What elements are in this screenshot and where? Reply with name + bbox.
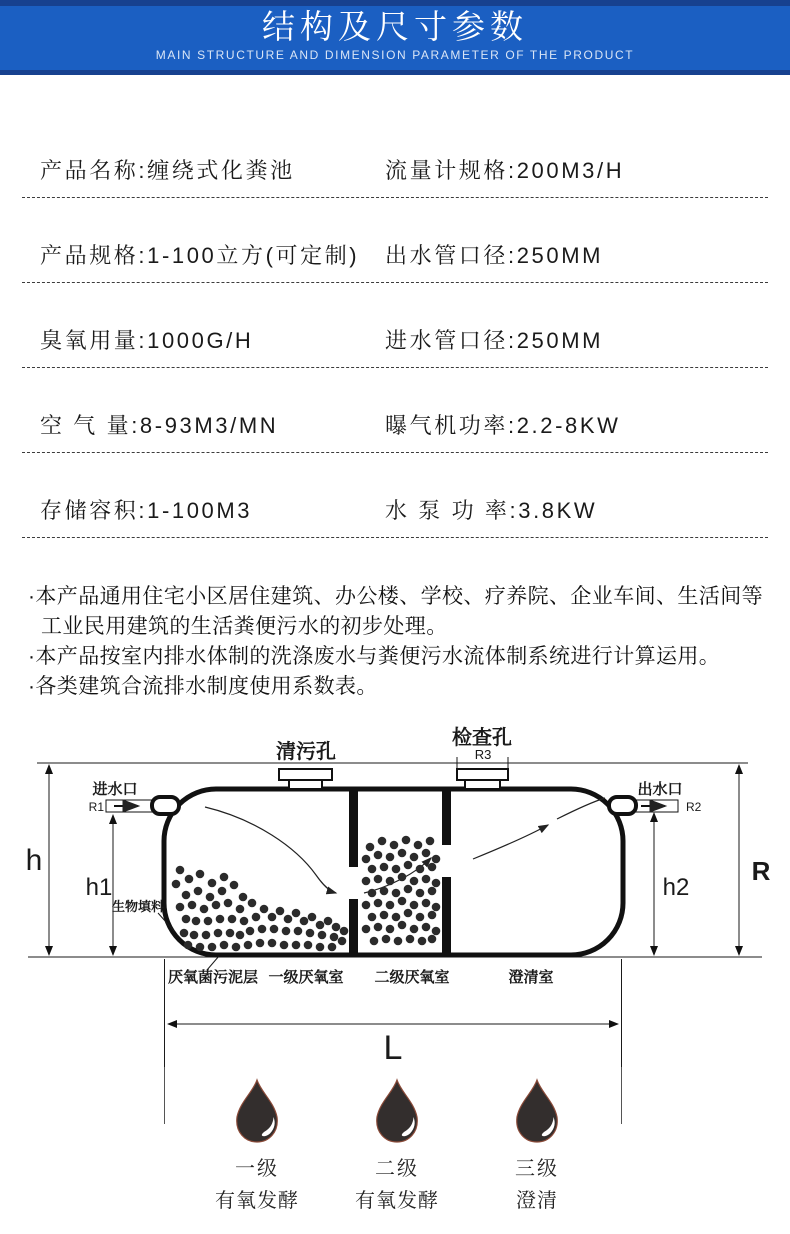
- stage-subtitle: 有氧发酵: [215, 1190, 299, 1212]
- note-item: ·本产品通用住宅小区居住建筑、办公楼、学校、疗养院、企业车间、生活间等工业民用建筑的生活粪便污水的初步处理。: [28, 585, 763, 638]
- spec-aerator-power: 曝气机功率:2.2-8KW: [385, 413, 621, 438]
- stage-item-3: [487, 1077, 587, 1213]
- water-drop-icon: [367, 1077, 427, 1145]
- stage-subtitle: 澄清: [516, 1190, 558, 1212]
- spec-air-volume: 空 气 量:8-93M3/MN: [40, 413, 279, 438]
- spec-flowmeter: 流量计规格:200M3/H: [385, 158, 625, 183]
- spec-ozone: 臭氧用量:1000G/H: [40, 328, 254, 353]
- bio-filler-label: 生物填料: [112, 899, 165, 914]
- dimension-extension-right: [621, 1067, 622, 1124]
- process-stages: [0, 1067, 790, 1231]
- spec-table: [0, 113, 790, 538]
- table-row: [22, 453, 768, 538]
- water-drop-icon: [227, 1077, 287, 1145]
- dim-label-h2: h2: [662, 874, 690, 901]
- spec-storage: 存储容积:1-100M3: [40, 498, 253, 523]
- inspect-hole-label: 检查孔: [452, 727, 512, 749]
- chamber1-label: 一级厌氧室: [268, 969, 344, 986]
- spec-product-size: 产品规格:1-100立方(可定制): [40, 243, 360, 268]
- outlet-pipe: [609, 797, 678, 814]
- clean-hole-cap: [279, 769, 332, 789]
- stage-title: 一级: [235, 1158, 279, 1180]
- sludge-layer-label: 厌氧菌污泥层: [168, 969, 259, 986]
- page-title: 结构及尺寸参数: [262, 8, 528, 45]
- inlet-r1-label: R1: [88, 800, 104, 814]
- stage-item-1: [207, 1077, 307, 1213]
- table-row: [22, 113, 768, 198]
- spec-inlet-pipe: 进水管口径:250MM: [385, 328, 604, 353]
- page-subtitle: MAIN STRUCTURE AND DIMENSION PARAMETER OF THE PRODUCT: [155, 48, 635, 62]
- water-drop-icon: [507, 1077, 567, 1145]
- page-header: [0, 0, 790, 75]
- header-bottom-strip: [0, 70, 790, 75]
- dim-label-R3: R3: [474, 747, 492, 762]
- header-top-strip: [0, 0, 790, 6]
- inlet-label: 进水口: [92, 781, 138, 798]
- dim-label-h: h: [25, 844, 43, 877]
- tank-diagram: [0, 707, 790, 1067]
- outlet-label: 出水口: [637, 781, 683, 798]
- stage-subtitle: 有氧发酵: [355, 1190, 439, 1212]
- spec-pump-power: 水 泵 功 率:3.8KW: [385, 498, 598, 523]
- dim-label-R: R: [751, 856, 771, 886]
- table-row: [22, 198, 768, 283]
- inlet-pipe: [106, 797, 179, 814]
- dim-label-h1: h1: [85, 874, 113, 901]
- note-item: ·本产品按室内排水体制的洗涤废水与粪便污水流体制系统进行计算运用。: [28, 645, 721, 668]
- spec-product-name: 产品名称:缠绕式化粪池: [40, 158, 295, 183]
- note-item: ·各类建筑合流排水制度使用系数表。: [28, 675, 378, 698]
- chamber2-label: 二级厌氧室: [374, 969, 450, 986]
- dimension-extension-left: [164, 1067, 165, 1124]
- product-notes: [28, 582, 776, 702]
- inspect-hole-cap: [457, 769, 508, 789]
- table-row: [22, 283, 768, 368]
- chamber3-label: 澄清室: [508, 969, 554, 986]
- stage-title: 三级: [515, 1158, 559, 1180]
- stage-item-2: [347, 1077, 447, 1213]
- outlet-r2-label: R2: [686, 800, 702, 814]
- clean-hole-label: 清污孔: [276, 741, 336, 763]
- stage-title: 二级: [375, 1158, 419, 1180]
- spec-outlet-pipe: 出水管口径:250MM: [385, 243, 604, 268]
- table-row: [22, 368, 768, 453]
- dim-label-L: L: [383, 1029, 403, 1067]
